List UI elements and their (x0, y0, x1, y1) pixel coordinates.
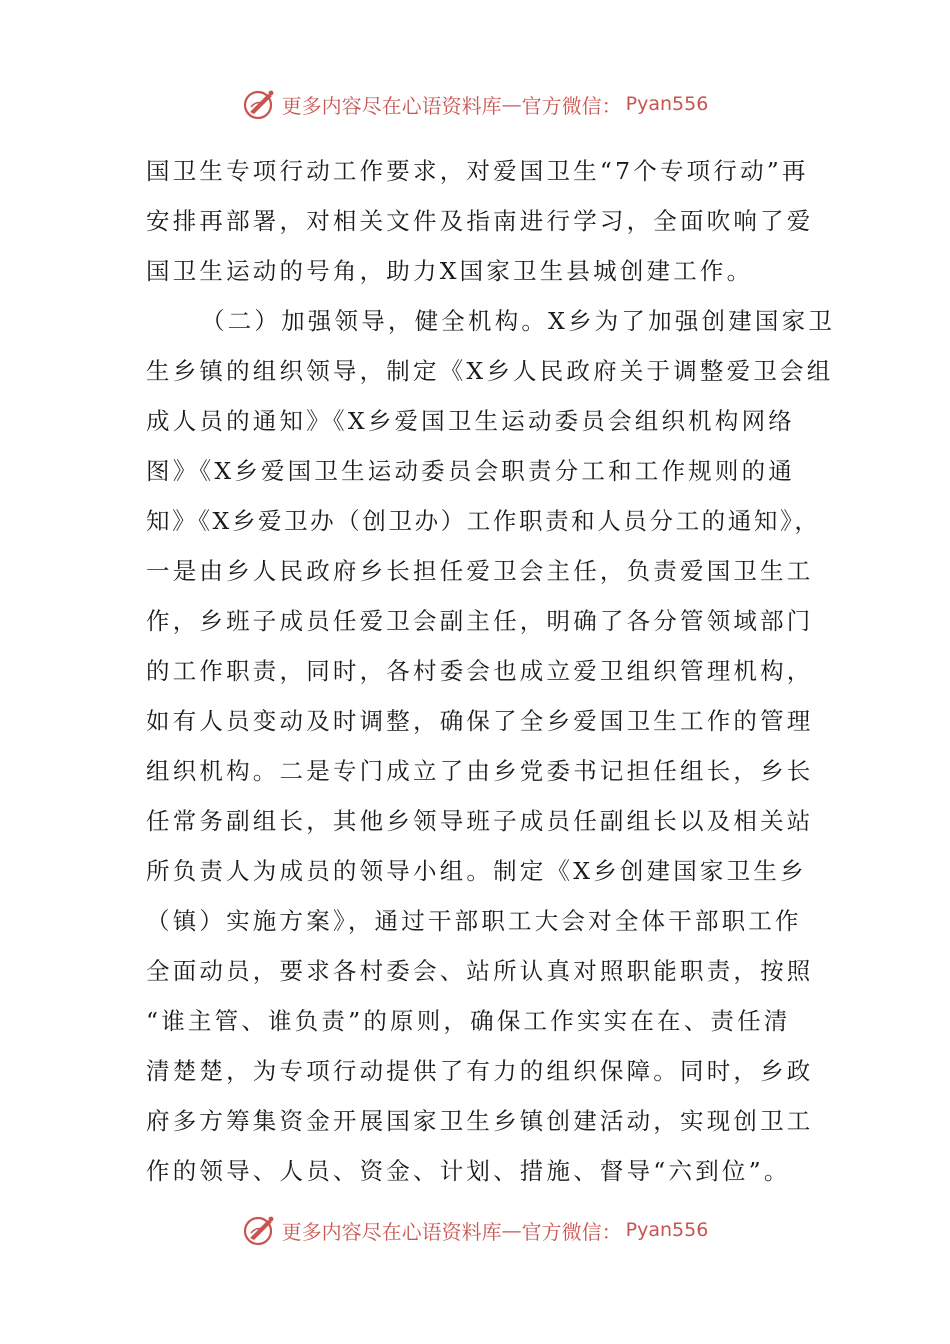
text-line: 国卫生运动的号角，助力X国家卫生县城创建工作。 (146, 257, 754, 285)
watermark-wechat-label: 官方微信： (521, 1219, 622, 1244)
text-line: 安排再部署，对相关文件及指南进行学习，全面吹响了爱 (146, 207, 814, 235)
text-line: 所负责人为成员的领导小组。制定《X乡创建国家卫生乡 (146, 857, 807, 885)
pen-logo-icon (242, 1212, 278, 1248)
watermark-wechat-label: 官方微信： (521, 93, 622, 118)
watermark-banner-top (0, 84, 950, 124)
text-line: 一是由乡人民政府乡长担任爱卫会主任，负责爱国卫生工 (146, 557, 814, 585)
document-body (146, 146, 836, 1196)
text-line: 组织机构。二是专门成立了由乡党委书记担任组长，乡长 (146, 757, 814, 785)
text-line: 图》《X乡爱国卫生运动委员会职责分工和工作规则的通 (146, 457, 795, 485)
text-line: （镇）实施方案》，通过干部职工大会对全体干部职工作 (146, 907, 802, 935)
text-line: 国卫生专项行动工作要求，对爱国卫生“7个专项行动”再 (146, 157, 809, 185)
text-line: 成人员的通知》《X乡爱国卫生运动委员会组织机构网络 (146, 407, 795, 435)
watermark-brand-text: 更多内容尽在心语资料库 (281, 93, 502, 118)
text-line: 全面动员，要求各村委会、站所认真对照职能职责，按照 (146, 957, 814, 985)
watermark-dash: — (501, 1218, 522, 1242)
watermark-wechat-id: Pyan556 (625, 1219, 709, 1241)
text-line: 作，乡班子成员任爱卫会副主任，明确了各分管领域部门 (146, 607, 814, 635)
watermark-brand-text: 更多内容尽在心语资料库 (281, 1219, 502, 1244)
watermark-dash: — (501, 92, 522, 116)
text-line: 作的领导、人员、资金、计划、措施、督导“六到位”。 (146, 1157, 791, 1185)
section-heading-line: （二）加强领导，健全机构。X乡为了加强创建国家卫 (201, 307, 836, 335)
watermark-wechat-id: Pyan556 (625, 93, 709, 115)
text-line: “谁主管、谁负责”的原则，确保工作实实在在、责任清 (146, 1007, 791, 1035)
watermark-banner-bottom (0, 1210, 950, 1250)
text-line: 清楚楚，为专项行动提供了有力的组织保障。同时，乡政 (146, 1057, 814, 1085)
text-line: 府多方筹集资金开展国家卫生乡镇创建活动，实现创卫工 (146, 1107, 814, 1135)
pen-logo-icon (242, 86, 278, 122)
text-line: 生乡镇的组织领导，制定《X乡人民政府关于调整爱卫会组 (146, 357, 834, 385)
text-line: 的工作职责，同时，各村委会也成立爱卫组织管理机构， (146, 657, 814, 685)
text-line: 如有人员变动及时调整，确保了全乡爱国卫生工作的管理 (146, 707, 814, 735)
text-line: 知》《X乡爱卫办（创卫办）工作职责和人员分工的通知》， (146, 507, 821, 535)
text-line: 任常务副组长，其他乡领导班子成员任副组长以及相关站 (146, 807, 814, 835)
